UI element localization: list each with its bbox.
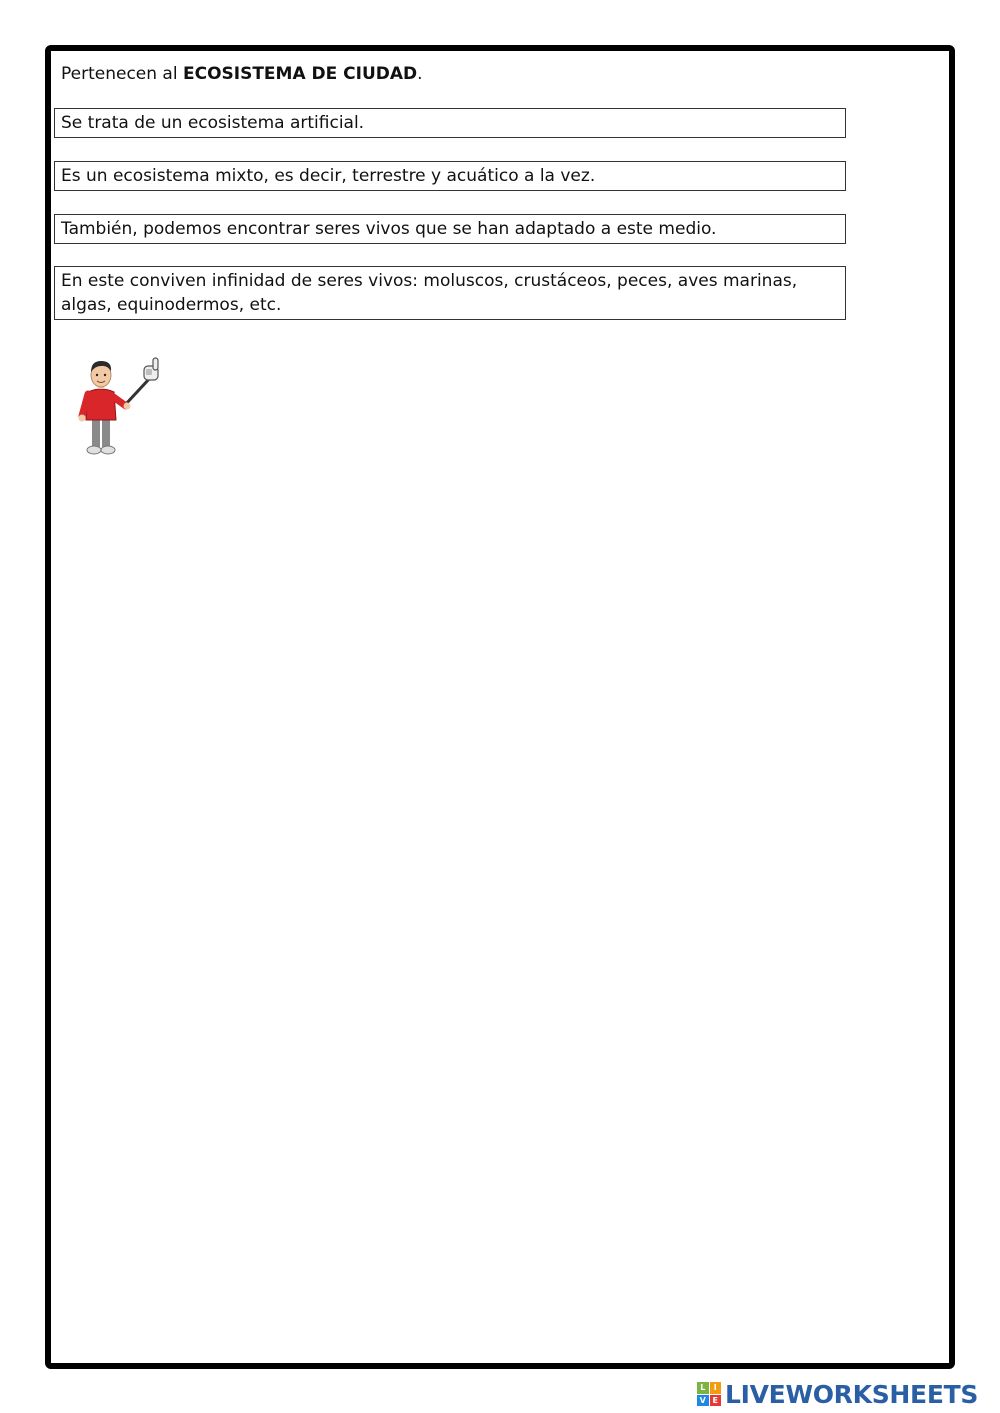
title-bold: ECOSISTEMA DE CIUDAD [182,64,418,84]
statement-text-4: En este conviven infinidad de seres vivos: moluscos, crustáceos, peces, aves marinas, algas, equinodermos, etc. [61,271,798,315]
liveworksheets-brand[interactable] [697,1378,978,1410]
statement-text-2: Es un ecosistema mixto, es decir, terrestre y acuático a la vez. [61,166,596,186]
logo-letter-e: E [710,1395,722,1407]
statement-box-3[interactable] [54,214,846,244]
liveworksheets-wordmark: LIVEWORKSHEETS [725,1379,979,1409]
logo-letter-i: I [710,1382,722,1394]
statement-box-4[interactable] [54,266,846,320]
title-suffix: . [417,64,423,84]
teacher-pointer-illustration [74,356,166,458]
liveworksheets-logo-icon [697,1382,721,1406]
statement-box-2[interactable] [54,161,846,191]
title-prefix: Pertenecen al [61,64,183,84]
statement-text-1: Se trata de un ecosistema artificial. [61,113,365,133]
logo-letter-v: V [697,1395,709,1407]
worksheet-title [61,62,423,86]
logo-letter-l: L [697,1382,709,1394]
statement-box-1[interactable] [54,108,846,138]
pointing-hand-icon [144,358,158,380]
statement-text-3: También, podemos encontrar seres vivos que se han adaptado a este medio. [61,219,717,239]
